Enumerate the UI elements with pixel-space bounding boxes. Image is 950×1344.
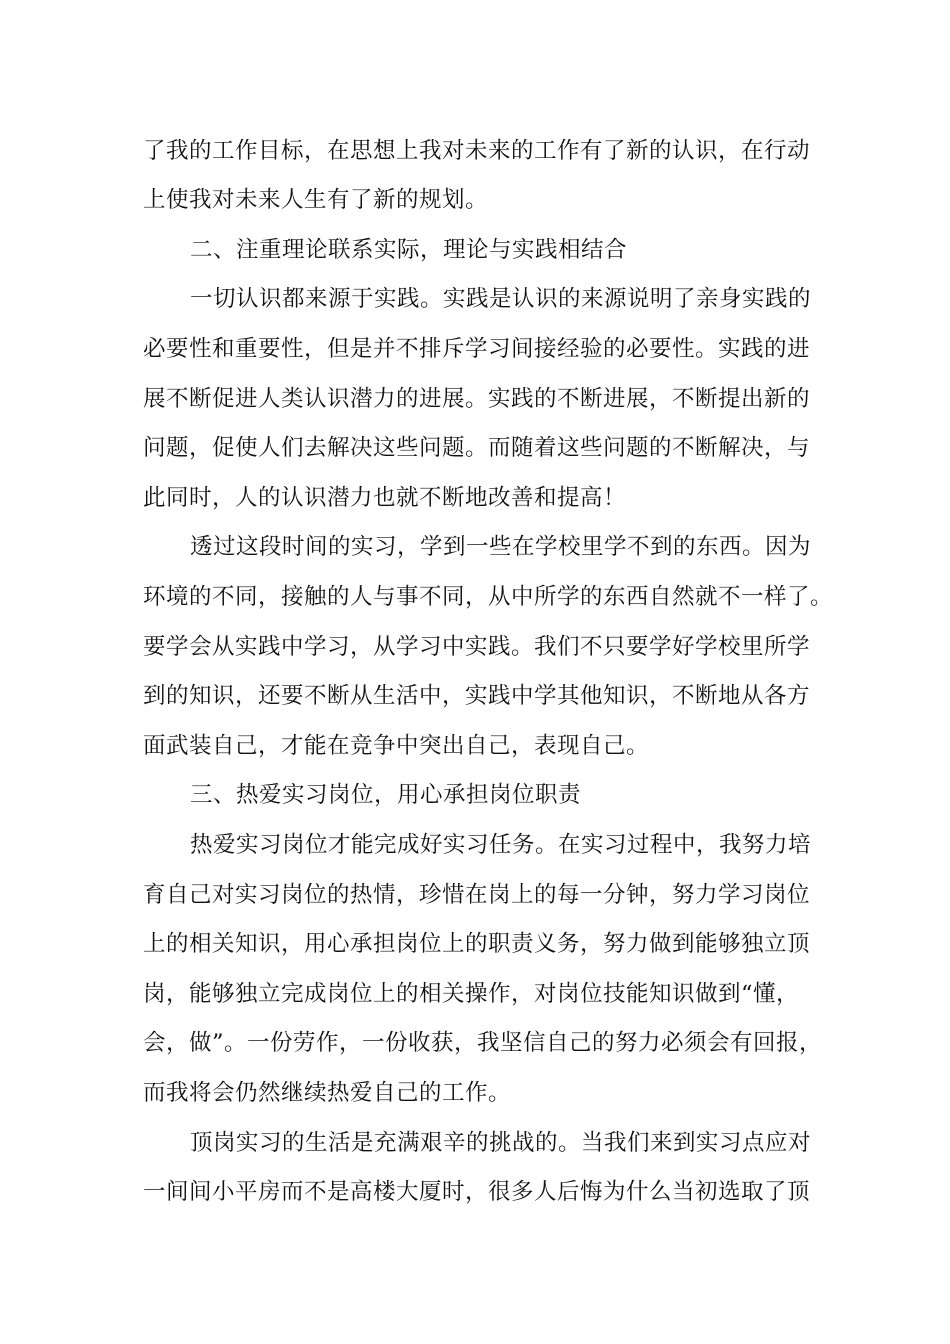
text-line: 热爱实习岗位才能完成好实习任务。在实习过程中，我努力培 xyxy=(190,832,812,858)
text-line: 而我将会仍然继续热爱自己的工作。 xyxy=(143,1080,512,1106)
text-line: 一切认识都来源于实践。实践是认识的来源说明了亲身实践的 xyxy=(190,286,812,312)
text-line: 了我的工作目标，在思想上我对未来的工作有了新的认识，在行动 xyxy=(143,138,811,164)
text-line: 环境的不同，接触的人与事不同，从中所学的东西自然就不一样了。 xyxy=(143,584,834,610)
text-line: 此同时，人的认识潜力也就不断地改善和提高！ xyxy=(143,485,627,511)
text-line: 一间间小平房而不是高楼大厦时，很多人后悔为什么当初选取了顶 xyxy=(143,1179,811,1205)
section-heading: 三、热爱实习岗位，用心承担岗位职责 xyxy=(190,782,582,808)
text-line: 顶岗实习的生活是充满艰辛的挑战的。当我们来到实习点应对 xyxy=(190,1130,812,1156)
text-line: 育自己对实习岗位的热情，珍惜在岗上的每一分钟，努力学习岗位 xyxy=(143,882,811,908)
text-line: 上的相关知识，用心承担岗位上的职责义务，努力做到能够独立顶 xyxy=(143,931,811,957)
text-line: 上使我对未来人生有了新的规划。 xyxy=(143,187,489,213)
text-line: 透过这段时间的实习，学到一些在学校里学不到的东西。因为 xyxy=(190,534,812,560)
text-line: 岗，能够独立完成岗位上的相关操作，对岗位技能知识做到“懂， xyxy=(143,981,800,1007)
text-line: 到的知识，还要不断从生活中，实践中学其他知识，不断地从各方 xyxy=(143,683,811,709)
text-line: 会，做”。一份劳作，一份收获，我坚信自己的努力必须会有回报， xyxy=(143,1030,823,1056)
text-line: 展不断促进人类认识潜力的进展。实践的不断进展，不断提出新的 xyxy=(143,386,811,412)
text-line: 问题，促使人们去解决这些问题。而随着这些问题的不断解决，与 xyxy=(143,435,811,461)
section-heading: 二、注重理论联系实际，理论与实践相结合 xyxy=(190,237,628,263)
text-line: 必要性和重要性，但是并不排斥学习间接经验的必要性。实践的进 xyxy=(143,336,811,362)
text-line: 面武装自己，才能在竞争中突出自己，表现自己。 xyxy=(143,733,650,759)
text-line: 要学会从实践中学习，从学习中实践。我们不只要学好学校里所学 xyxy=(143,634,811,660)
